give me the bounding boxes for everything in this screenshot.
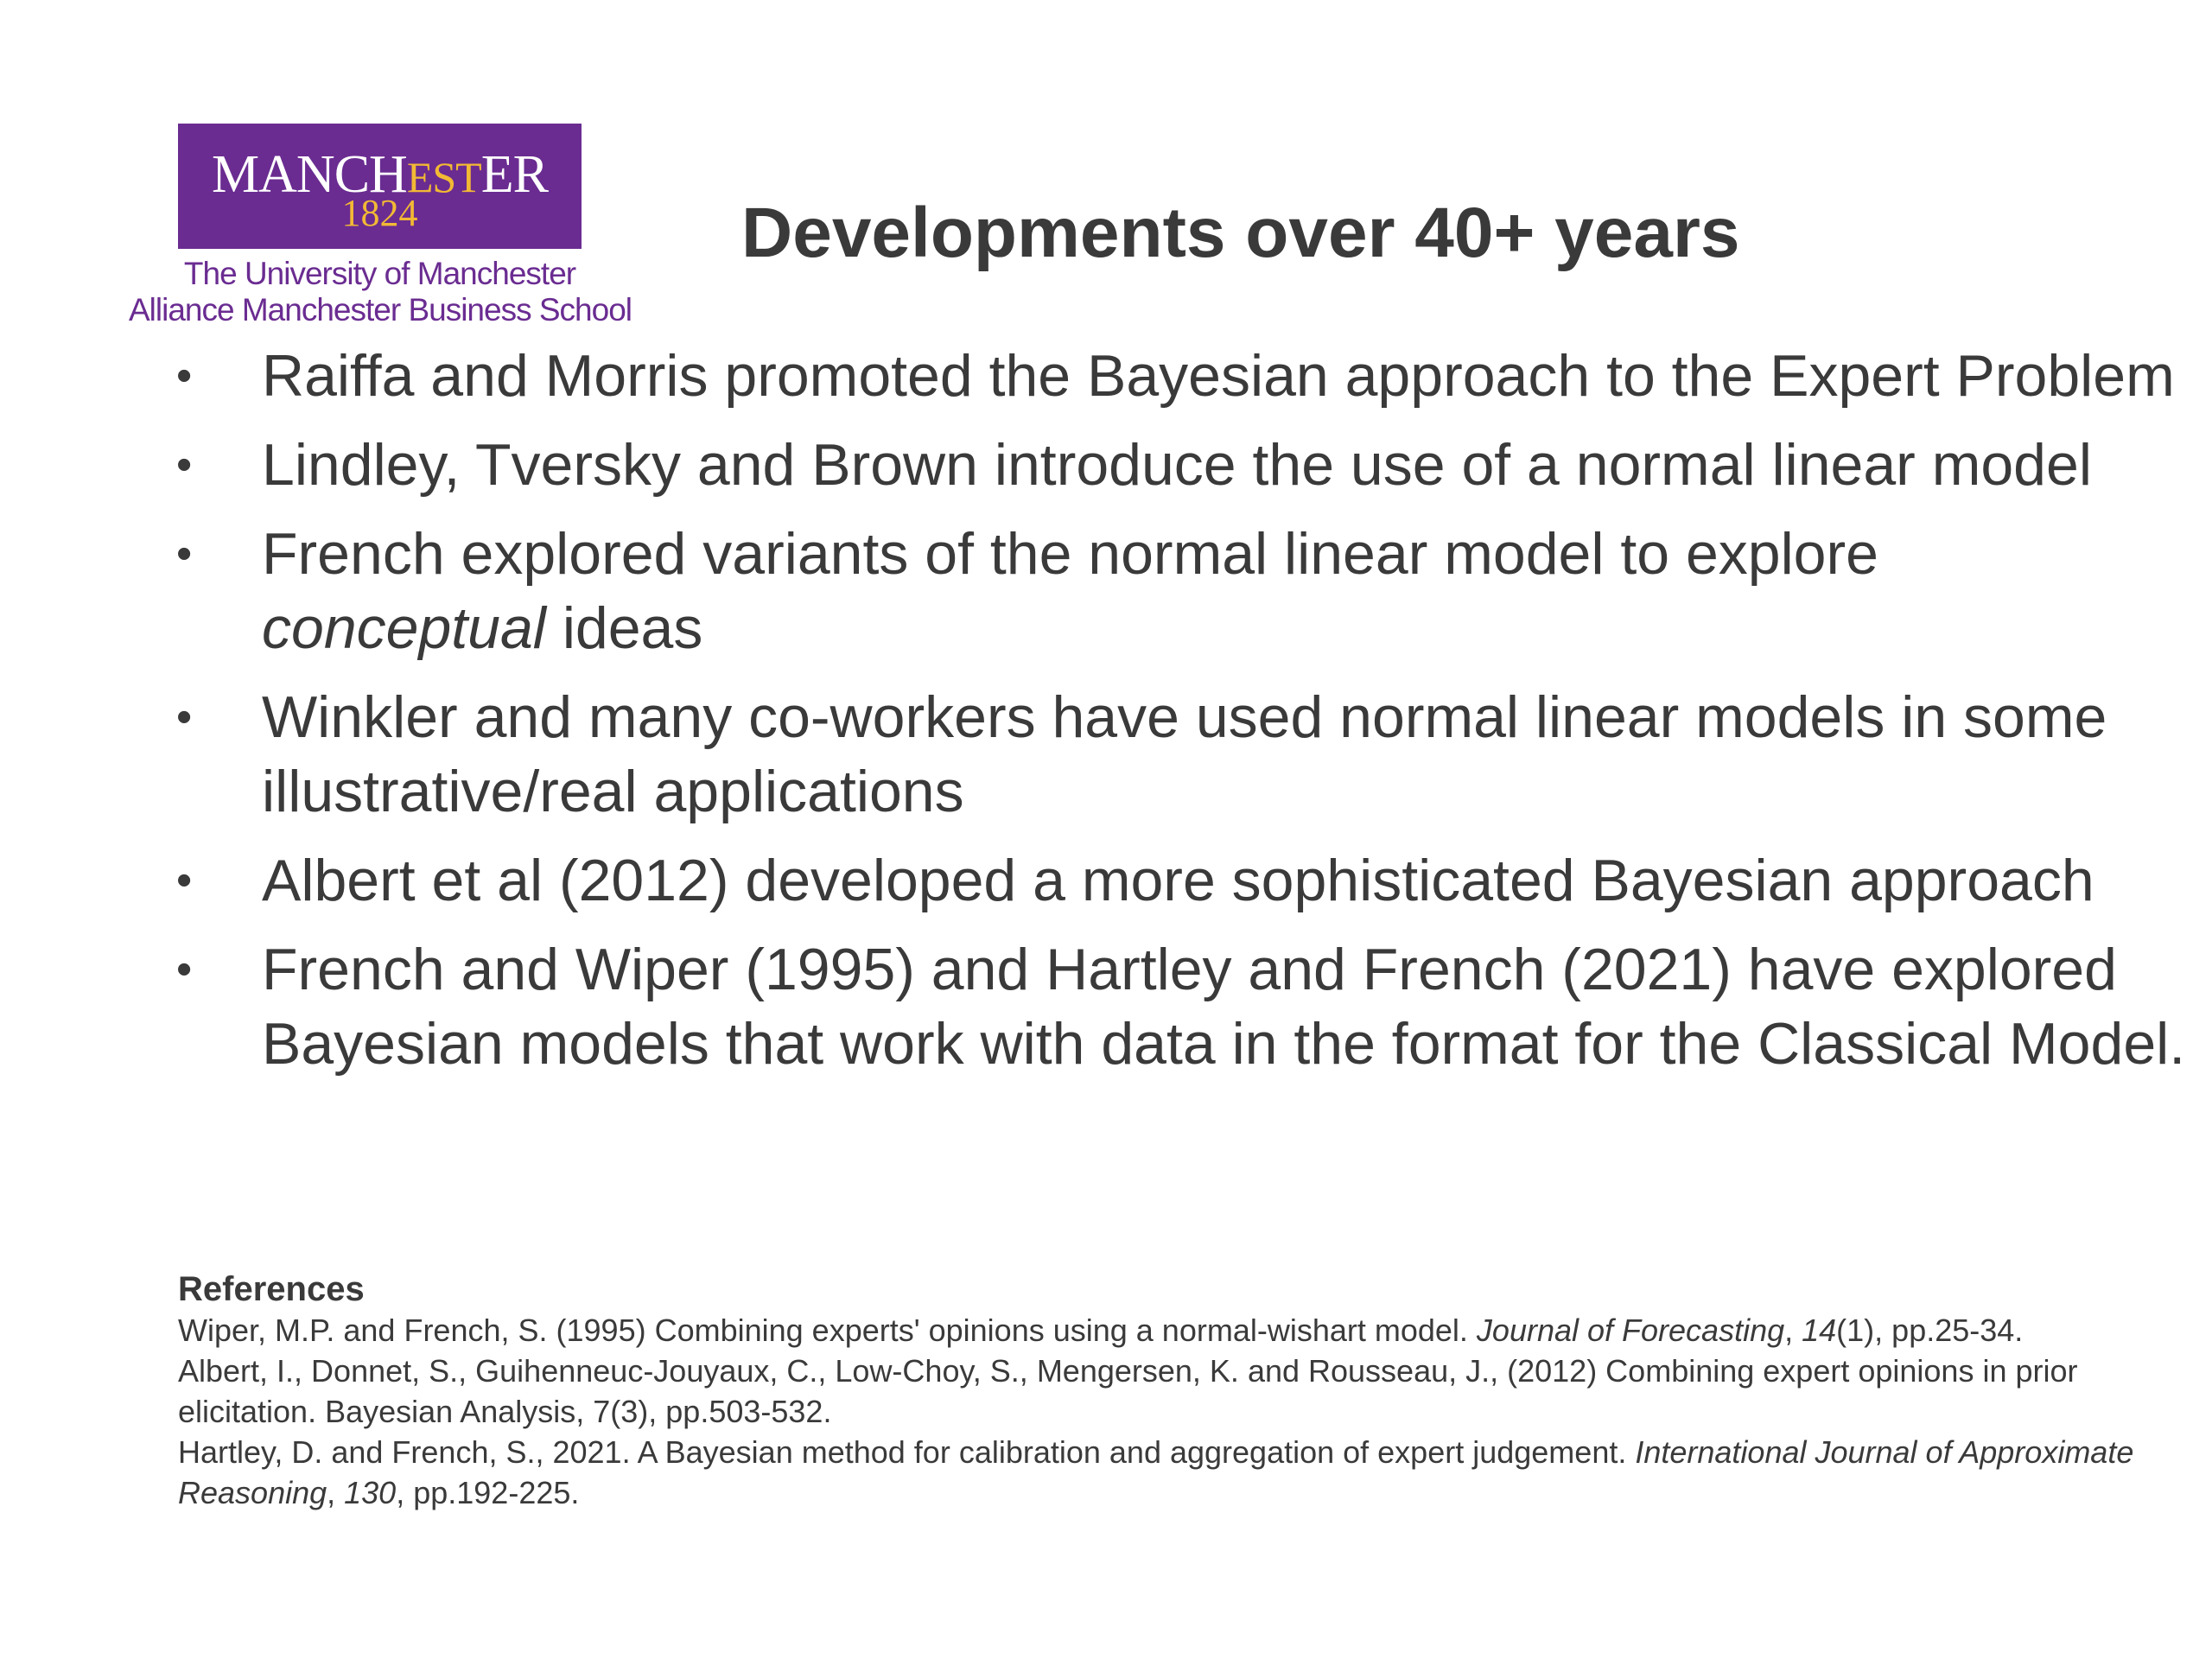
bullet-text: French explored variants of the normal linear model to explore <box>262 521 1878 587</box>
bullet-item <box>0 428 2189 502</box>
bullet-text: Lindley, Tversky and Brown introduce the use of a normal linear model <box>262 432 2092 498</box>
bullet-item <box>0 517 2189 665</box>
reference-item: Albert, I., Donnet, S., Guihenneuc-Jouyaux, C., Low-Choy, S., Mengersen, K. and Rousseau, J., (2012) Combining expert opinions in prior elicitation. Bayesian Analysis, 7(3), pp.503-532. <box>178 1353 2078 1429</box>
bullet-dot: • <box>176 351 193 401</box>
logo-wordmark: MANCHESTER <box>212 145 548 204</box>
reference-item: Hartley, D. and French, S., 2021. A Bayesian method for calibration and aggregation of expert judgement. International Journal of Approximate Reasoning, 130, pp.192-225. <box>178 1434 2134 1510</box>
bullet-text-rest: ideas <box>545 595 703 661</box>
bullet-dot: • <box>176 692 193 742</box>
logo-university-name: The University of Manchester <box>183 256 576 291</box>
bullet-text: Raiffa and Morris promoted the Bayesian approach to the Expert Problem <box>262 343 2175 409</box>
bullet-text: Albert et al (2012) developed a more sophisticated Bayesian approach <box>262 848 2094 913</box>
references-heading: References <box>178 1270 365 1308</box>
references-section <box>178 1268 2200 1513</box>
bullet-item <box>0 339 2189 413</box>
bullet-item <box>0 680 2189 829</box>
bullet-dot: • <box>176 440 193 490</box>
bullet-item <box>0 843 2189 918</box>
logo-school-name: Alliance Manchester Business School <box>129 292 632 327</box>
bullet-item <box>0 932 2189 1081</box>
bullet-dot: • <box>176 529 193 579</box>
bullet-dot: • <box>176 944 193 995</box>
university-logo <box>178 124 582 249</box>
slide-title: Developments over 40+ years <box>741 194 1740 272</box>
bullet-list <box>0 339 2212 1096</box>
reference-item: Wiper, M.P. and French, S. (1995) Combining experts' opinions using a normal-wishart model. Journal of Forecasting, 14(1), pp.25-34. <box>178 1313 2024 1348</box>
logo-year: 1824 <box>341 192 418 234</box>
bullet-text: French and Wiper (1995) and Hartley and French (2021) have explored Bayesian models that work with data in the format for the Classical Model. <box>262 937 2186 1077</box>
bullet-text: Winkler and many co-workers have used normal linear models in some illustrative/real applications <box>262 684 2107 824</box>
bullet-italic-text: conceptual <box>262 595 546 661</box>
bullet-dot: • <box>176 855 193 906</box>
